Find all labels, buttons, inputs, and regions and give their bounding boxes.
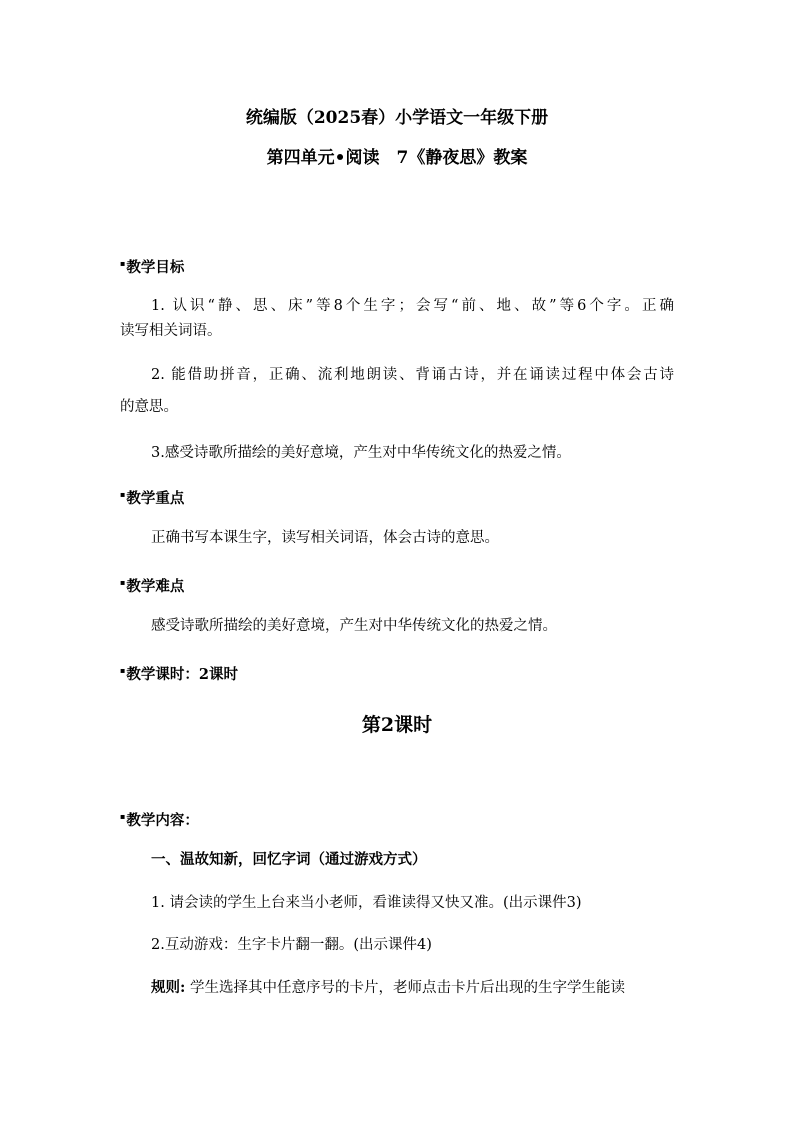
key-points-heading bbox=[120, 484, 184, 509]
key-points-heading-text: 教学重点 bbox=[126, 490, 185, 507]
rule-text: 学生选择其中任意序号的卡片，老师点击卡片后出现的生字学生能读 bbox=[185, 980, 625, 996]
content-heading bbox=[120, 806, 199, 831]
document-subtitle: 第四单元•阅读 7《静夜思》教案 bbox=[266, 148, 528, 168]
rule-label: 规则: bbox=[151, 979, 186, 996]
document-title: 统编版（2025春）小学语文一年级下册 bbox=[245, 108, 549, 128]
objectives-heading-text: 教学目标 bbox=[126, 259, 185, 276]
difficulties-heading-text: 教学难点 bbox=[126, 578, 185, 595]
section-1-title: 一、温故知新，回忆字词（通过游戏方式） bbox=[151, 851, 427, 868]
lesson-title: 第2课时 bbox=[361, 714, 433, 736]
objective-item-2-line-1: 2. 能借助拼音，正确、流利地朗读、背诵古诗，并在诵读过程中体会古诗 bbox=[151, 367, 674, 383]
objective-item-1-line-1: 1. 认识“静、思、床”等8个生字；会写“前、地、故”等6个字。正确 bbox=[151, 298, 674, 314]
difficulties-text: 感受诗歌所描绘的美好意境，产生对中华传统文化的热爱之情。 bbox=[151, 618, 557, 634]
hours-heading bbox=[120, 660, 238, 685]
difficulties-heading bbox=[120, 572, 184, 597]
bullet-icon: ▪ bbox=[120, 811, 126, 821]
objective-item-3: 3.感受诗歌所描绘的美好意境，产生对中华传统文化的热爱之情。 bbox=[151, 445, 571, 461]
key-points-text: 正确书写本课生字，读写相关词语，体会古诗的意思。 bbox=[151, 530, 499, 546]
step-1: 1. 请会读的学生上台来当小老师，看谁读得又快又准。(出示课件3) bbox=[151, 895, 582, 911]
bullet-icon: ▪ bbox=[120, 258, 126, 268]
hours-heading-text: 教学课时：2课时 bbox=[126, 666, 239, 683]
rule-paragraph bbox=[151, 978, 625, 998]
step-2: 2.互动游戏：生字卡片翻一翻。(出示课件4) bbox=[151, 937, 432, 953]
bullet-icon: ▪ bbox=[120, 577, 126, 587]
objective-item-1-line-2: 读写相关词语。 bbox=[120, 323, 222, 339]
content-heading-text: 教学内容： bbox=[126, 812, 199, 829]
objectives-heading bbox=[120, 253, 184, 278]
bullet-icon: ▪ bbox=[120, 489, 126, 499]
objective-item-2-line-2: 的意思。 bbox=[120, 399, 178, 415]
bullet-icon: ▪ bbox=[120, 665, 126, 675]
